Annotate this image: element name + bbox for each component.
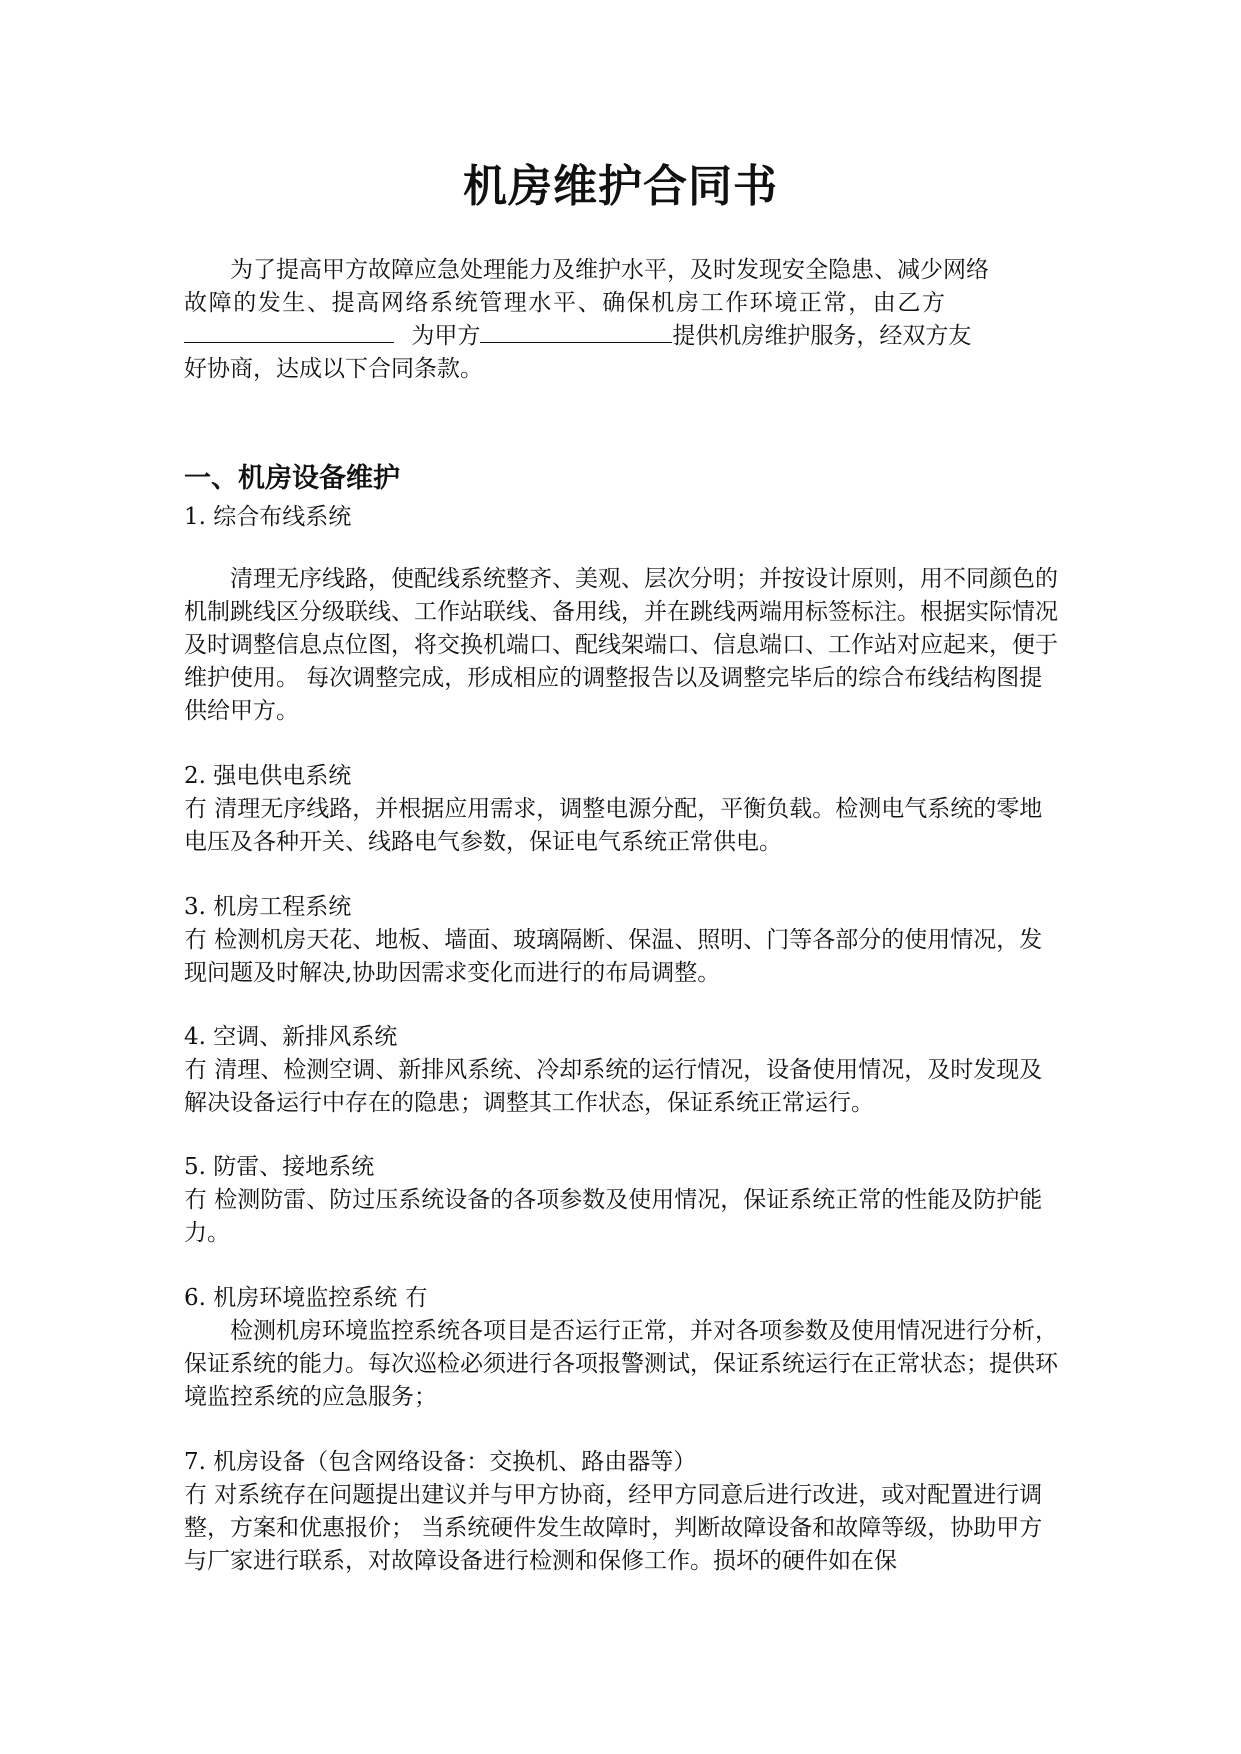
item-title: 6. 机房环境监控系统 冇	[184, 1285, 428, 1311]
intro-line-3	[184, 320, 1059, 353]
item-title: 4. 空调、新排风系统	[184, 1024, 398, 1050]
intro-line-1: 为了提高甲方故障应急处理能力及维护水平，及时发现安全隐患、减少网络	[230, 257, 989, 283]
item-body: 清理无序线路，使配线系统整齐、美观、层次分明；并按设计原则，用不同颜色的机制跳线区分级联线、工作站联线、备用线，并在跳线两端用标签标注。根据实际情况及时调整信息点位图，将交换机端口、配线架端口、信息端口、工作站对应起来，便于维护使用。 每次调整完成，形成相应的调整报告以及调整完毕后的综合布线结构图提供给甲方。	[184, 566, 1058, 724]
item-body: 冇 对系统存在问题提出建议并与甲方协商，经甲方同意后进行改进，或对配置进行调整，方案和优惠报价； 当系统硬件发生故障时，判断故障设备和故障等级，协助甲方与厂家进行联系，对故障设备进行检测和保修工作。损坏的硬件如在保	[184, 1482, 1043, 1574]
item-title: 5. 防雷、接地系统	[184, 1154, 375, 1180]
item-title: 7. 机房设备（包含网络设备：交换机、路由器等）	[184, 1449, 697, 1475]
item-title: 1. 综合布线系统	[184, 504, 352, 530]
party-b-blank	[184, 322, 394, 343]
item-body: 冇 清理、检测空调、新排风系统、冷却系统的运行情况，设备使用情况，及时发现及解决设备运行中存在的隐患；调整其工作状态，保证系统正常运行。	[184, 1057, 1043, 1116]
item-body: 冇 检测机房天花、地板、墙面、玻璃隔断、保温、照明、门等各部分的使用情况，发现问题及时解决,协助因需求变化而进行的布局调整。	[184, 927, 1043, 986]
document-title: 机房维护合同书	[463, 161, 778, 212]
item-title: 2. 强电供电系统	[184, 763, 352, 789]
intro-line-4: 好协商，达成以下合同条款。	[184, 356, 483, 382]
section-heading: 一、机房设备维护	[184, 463, 400, 494]
intro-line-3-end: 提供机房维护服务，经双方友	[672, 323, 972, 349]
item-title: 3. 机房工程系统	[184, 894, 352, 920]
item-body: 冇 检测防雷、防过压系统设备的各项参数及使用情况，保证系统正常的性能及防护能力。	[184, 1187, 1043, 1246]
item-body: 检测机房环境监控系统各项目是否运行正常，并对各项参数及使用情况进行分析，保证系统的能力。每次巡检必须进行各项报警测试，保证系统运行在正常状态；提供环境监控系统的应急服务；	[184, 1318, 1058, 1410]
intro-line-2: 故障的发生、提高网络系统管理水平、确保机房工作环境正常，由乙方	[184, 290, 947, 316]
party-a-blank	[480, 322, 672, 343]
intro-line-3-mid: 为甲方	[411, 323, 481, 349]
item-body: 冇 清理无序线路，并根据应用需求，调整电源分配，平衡负载。检测电气系统的零地电压及各种开关、线路电气参数，保证电气系统正常供电。	[184, 796, 1043, 855]
